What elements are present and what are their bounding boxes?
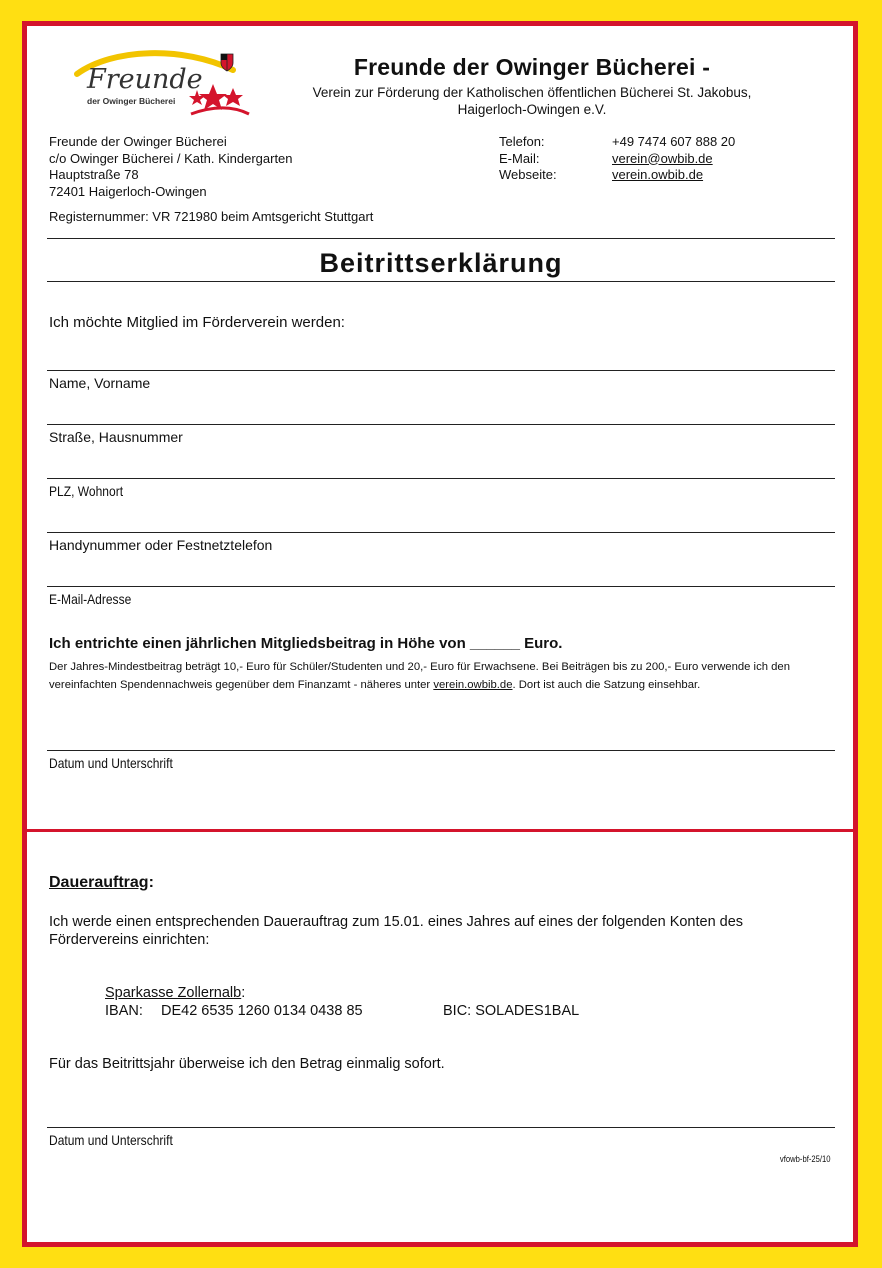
club-title: Freunde der Owinger Bücherei - <box>353 54 711 80</box>
phone-field-label: Handynummer oder Festnetztelefon <box>49 537 273 553</box>
svg-text:der Owinger Bücherei: der Owinger Bücherei <box>87 96 176 106</box>
bank-details <box>105 984 579 1020</box>
form-title: Beitrittserklärung <box>319 248 563 278</box>
svg-text:Freunde: Freunde <box>87 64 203 95</box>
standing-order-signature-line[interactable] <box>47 1127 835 1128</box>
form-page <box>22 21 858 1247</box>
section-divider <box>22 829 858 832</box>
signature-label: Datum und Unterschrift <box>49 755 173 771</box>
header-title-block <box>277 54 787 118</box>
email-field-label: E-Mail-Adresse <box>49 591 132 607</box>
name-field-line[interactable] <box>47 370 835 371</box>
fee-note-text: Der Jahres-Mindestbeitrag beträgt 10,- Euro für Schüler/Studenten und 20,- Euro für Erwachsene. Bei Beiträgen bis zu 200,- Euro verwende ich den vereinfachten Spendennachweis gegenüber dem Finanzamt - näheres unter <box>49 661 790 691</box>
contact-email-row <box>499 151 735 168</box>
contact-phone-row <box>499 134 735 151</box>
phone-field-line[interactable] <box>47 532 835 533</box>
title-rule-bottom <box>47 281 835 282</box>
bank-name-row <box>105 984 579 1002</box>
register-number: Registernummer: VR 721980 beim Amtsgericht Stuttgart <box>49 209 374 224</box>
fee-note-link[interactable]: verein.owbib.de <box>433 679 513 691</box>
standing-order-signature-label: Datum und Unterschrift <box>49 1132 173 1148</box>
email-label: E-Mail: <box>499 150 540 166</box>
address-line: 72401 Haigerloch-Owingen <box>49 183 207 199</box>
contact-web-row <box>499 167 735 184</box>
email-link[interactable]: verein@owbib.de <box>612 150 713 166</box>
postal-address <box>49 134 293 200</box>
fee-note-text-end: . Dort ist auch die Satzung einsehbar. <box>512 679 701 691</box>
address-line: Freunde der Owinger Bücherei <box>49 134 227 149</box>
one-time-payment-note: Für das Beitrittsjahr überweise ich den Betrag einmalig sofort. <box>49 1056 445 1072</box>
iban-value: DE42 6535 1260 0134 0438 85 <box>161 1003 363 1019</box>
website-link[interactable]: verein.owbib.de <box>612 167 704 182</box>
website-label: Webseite: <box>499 167 557 182</box>
fee-note <box>49 658 839 694</box>
address-line: Hauptstraße 78 <box>49 167 139 182</box>
phone-value: +49 7474 607 888 20 <box>612 134 736 149</box>
email-field-line[interactable] <box>47 586 835 587</box>
contact-block <box>499 134 735 184</box>
title-rule-top <box>47 238 835 239</box>
club-subtitle-line1: Verein zur Förderung der Katholischen öffentlichen Bücherei St. Jakobus, <box>312 85 752 100</box>
street-field-label: Straße, Hausnummer <box>49 429 183 445</box>
club-logo <box>73 44 253 118</box>
club-subtitle-line2: Haigerloch-Owingen e.V. <box>457 102 607 117</box>
city-field-line[interactable] <box>47 478 835 479</box>
logo-graphic <box>73 44 253 118</box>
membership-statement: Ich möchte Mitglied im Förderverein werden: <box>49 314 345 331</box>
standing-order-heading-colon: : <box>148 874 154 891</box>
name-field-label: Name, Vorname <box>49 375 151 391</box>
standing-order-heading: Dauerauftrag <box>49 874 149 891</box>
form-code: vfowb-bf-25/10 <box>780 1154 831 1164</box>
standing-order-text: Ich werde einen entsprechenden Dauerauftrag zum 15.01. eines Jahres auf eines der folgenden Konten des Fördervereins einrichten: <box>49 914 744 948</box>
city-field-label: PLZ, Wohnort <box>49 483 124 499</box>
standing-order-title <box>49 874 154 892</box>
bank-account-row <box>105 1002 579 1020</box>
bank-name: Sparkasse Zollernalb <box>105 985 242 1001</box>
address-line: c/o Owinger Bücherei / Kath. Kindergarten <box>49 150 293 166</box>
bic-value: BIC: SOLADES1BAL <box>443 1003 580 1019</box>
phone-label: Telefon: <box>499 134 545 149</box>
iban-label: IBAN: <box>105 1003 143 1019</box>
bank-name-colon: : <box>241 985 246 1001</box>
street-field-line[interactable] <box>47 424 835 425</box>
fee-statement: Ich entrichte einen jährlichen Mitgliedsbeitrag in Höhe von ______ Euro. <box>49 635 563 652</box>
signature-line[interactable] <box>47 750 835 751</box>
